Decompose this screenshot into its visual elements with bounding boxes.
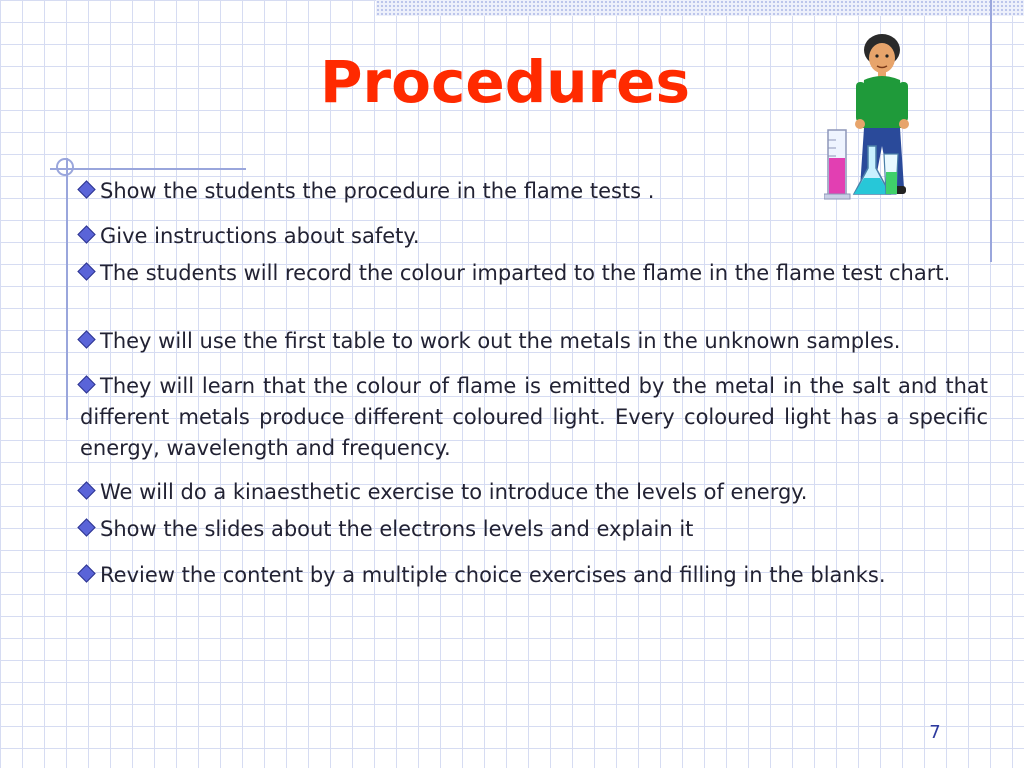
diamond-bullet-icon: [77, 225, 95, 243]
diamond-bullet-icon: [77, 262, 95, 280]
list-item: Review the content by a multiple choice exercises and filling in the blanks.: [80, 560, 988, 591]
decorative-circle: [56, 158, 74, 176]
diamond-bullet-icon: [77, 330, 95, 348]
diamond-bullet-icon: [77, 180, 95, 198]
list-item: Give instructions about safety.: [80, 221, 988, 252]
diamond-bullet-icon: [77, 518, 95, 536]
slide-title: Procedures: [320, 48, 690, 116]
list-item: They will learn that the colour of flame is emitted by the metal in the salt and that different metals produce different coloured light. Every coloured light has a specific energy, wavelength and frequency.: [80, 371, 988, 464]
list-item: Show the students the procedure in the flame tests .: [80, 176, 988, 207]
decorative-horizontal-line: [50, 168, 246, 170]
page-number: 7: [929, 722, 941, 743]
list-item: The students will record the colour imparted to the flame in the flame test chart.: [80, 258, 988, 289]
decorative-vertical-line-right: [990, 0, 992, 262]
diamond-bullet-icon: [77, 375, 95, 393]
diamond-bullet-icon: [77, 564, 95, 582]
student-with-lab-glassware-clipart: [824, 28, 916, 200]
decorative-vertical-line-left: [66, 158, 68, 420]
top-decorative-band: [376, 0, 1024, 16]
list-item: They will use the first table to work out the metals in the unknown samples.: [80, 326, 988, 357]
diamond-bullet-icon: [77, 481, 95, 499]
list-item: Show the slides about the electrons levels and explain it: [80, 514, 988, 545]
list-item: We will do a kinaesthetic exercise to introduce the levels of energy.: [80, 477, 988, 508]
